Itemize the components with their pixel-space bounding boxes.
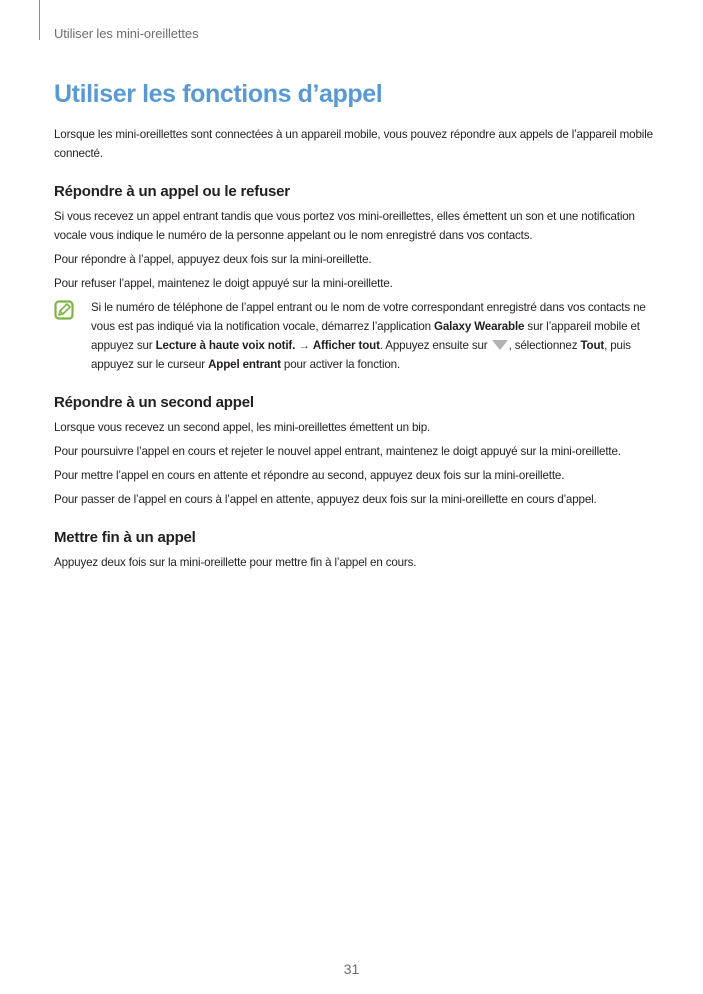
note-pencil-icon (54, 300, 74, 320)
page-title: Utiliser les fonctions d’appel (54, 80, 383, 108)
note-text-segment: pour activer la fonction. (280, 358, 401, 371)
note-text-segment: sur l’appareil mobile et appuyez sur (91, 320, 640, 352)
paragraph: Pour poursuivre l’appel en cours et rejeter le nouvel appel entrant, maintenez le doigt appuyé sur la mini-oreillette. (54, 445, 621, 458)
section-second-call (54, 394, 654, 509)
section-heading: Mettre fin à un appel (54, 529, 196, 546)
intro-paragraph: Lorsque les mini-oreillettes sont connectées à un appareil mobile, vous pouvez répondre aux appels de l’appareil mobile connecté. (54, 128, 653, 160)
paragraph: Si vous recevez un appel entrant tandis que vous portez vos mini-oreillettes, elles émettent un son et une notification vocale vous indique le numéro de la personne appelant ou le nom enregistré dans vos contacts. (54, 210, 635, 242)
section-end-call (54, 529, 654, 572)
toggle-incoming-call: Appel entrant (208, 358, 281, 371)
menu-item-show-all: Afficher tout (312, 339, 380, 352)
note-text (91, 298, 654, 374)
paragraph: Pour refuser l’appel, maintenez le doigt appuyé sur la mini-oreillette. (54, 277, 393, 290)
note-text-segment: , puis appuyez sur le curseur (91, 339, 631, 371)
paragraph: Pour répondre à l’appel, appuyez deux fois sur la mini-oreillette. (54, 253, 372, 266)
page-content (54, 125, 654, 592)
running-header: Utiliser les mini-oreillettes (54, 26, 199, 41)
note-text-segment: . Appuyez ensuite sur (379, 339, 491, 352)
note-text-segment: Si le numéro de téléphone de l’appel entrant ou le nom de votre correspondant enregistré dans vos contacts ne vous est pas indiqué via la notification vocale, démarrez l’application (91, 301, 646, 333)
menu-item-read-aloud: Lecture à haute voix notif. (155, 339, 296, 352)
header-rule (39, 0, 40, 40)
paragraph: Appuyez deux fois sur la mini-oreillette pour mettre fin à l’appel en cours. (54, 556, 417, 569)
note-box (54, 298, 654, 374)
paragraph: Lorsque vous recevez un second appel, les mini-oreillettes émettent un bip. (54, 421, 431, 434)
option-all: Tout (580, 339, 605, 352)
section-heading: Répondre à un second appel (54, 394, 254, 411)
app-name-galaxy-wearable: Galaxy Wearable (434, 320, 525, 333)
paragraph: Pour passer de l’appel en cours à l’appel en attente, appuyez deux fois sur la mini-oreillette en cours d’appel. (54, 493, 597, 506)
section-answer-reject (54, 183, 654, 374)
section-heading: Répondre à un appel ou le refuser (54, 183, 290, 200)
page-number: 31 (343, 961, 360, 977)
note-text-segment: , sélectionnez (508, 339, 581, 352)
dropdown-triangle-icon (492, 340, 508, 350)
paragraph: Pour mettre l’appel en cours en attente et répondre au second, appuyez deux fois sur la mini-oreillette. (54, 469, 565, 482)
arrow-separator: → (295, 339, 313, 352)
